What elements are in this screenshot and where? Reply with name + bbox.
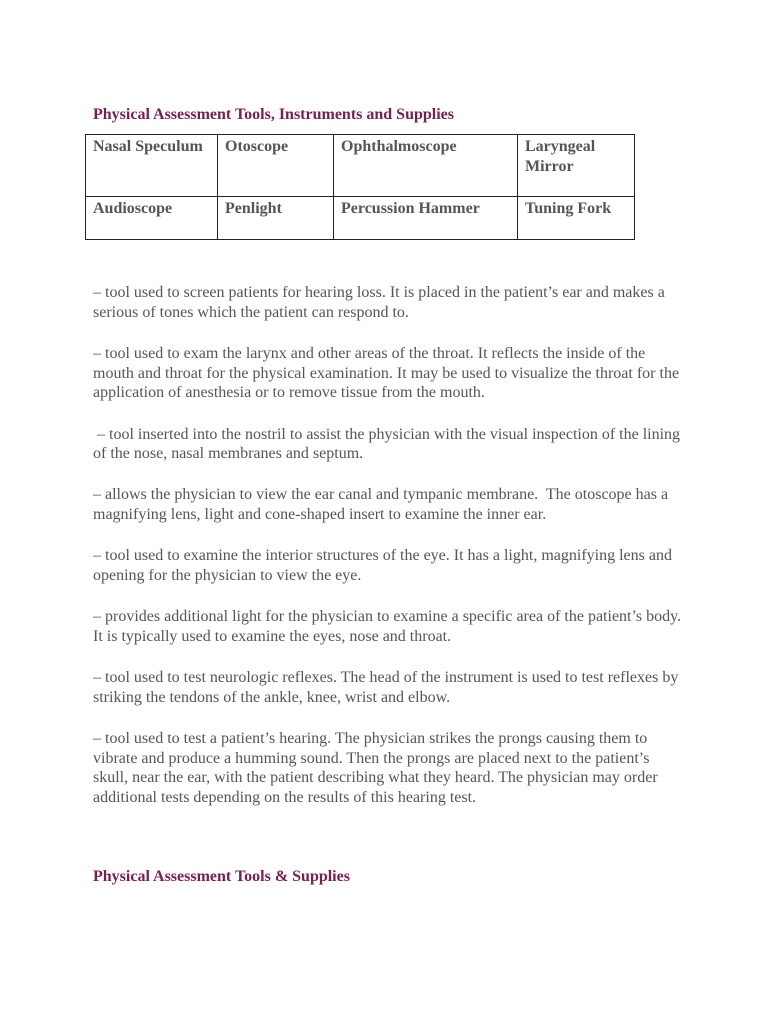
table-cell: Percussion Hammer: [334, 197, 518, 240]
definition-paragraph: – tool used to test a patient’s hearing. The physician strikes the prongs causing them to vibrate and produce a humming sound. Then the prongs are placed next to the patient’s skull, near the ear, with the patient describing what they heard. The physician may order additional tests depending on the results of this hearing test.: [93, 730, 662, 807]
definition-paragraph: – tool used to test neurologic reflexes. The head of the instrument is used to test reflexes by striking the tendons of the ankle, knee, wrist and elbow.: [93, 669, 683, 706]
definition-paragraph: – tool inserted into the nostril to assist the physician with the visual inspection of the lining of the nose, nasal membranes and septum.: [93, 425, 685, 463]
definition-paragraph: – allows the physician to view the ear canal and tympanic membrane. The otoscope has a magnifying lens, light and cone-shaped insert to examine the inner ear.: [93, 486, 673, 524]
table-cell: Nasal Speculum: [86, 135, 218, 197]
tools-table: [85, 134, 635, 240]
table-cell: Penlight: [218, 197, 334, 240]
definition-paragraph: – tool used to screen patients for hearing loss. It is placed in the patient’s ear and makes a serious of tones which the patient can respond to.: [93, 284, 669, 321]
section-heading-tools-supplies: Physical Assessment Tools & Supplies: [93, 868, 350, 885]
table-cell: Otoscope: [218, 135, 334, 197]
section-heading-tools-instruments: Physical Assessment Tools, Instruments and Supplies: [93, 106, 454, 123]
table-row: [86, 135, 635, 197]
definitions-list: [93, 283, 686, 829]
table-row: [86, 197, 635, 240]
definition-paragraph: – tool used to exam the larynx and other areas of the throat. It reflects the inside of the mouth and throat for the physical examination. It may be used to visualize the throat for the application of anesthesia or to remove tissue from the mouth.: [93, 344, 684, 402]
table-cell: Audioscope: [86, 197, 218, 240]
table-cell: Ophthalmoscope: [334, 135, 518, 197]
definition-paragraph: – tool used to examine the interior structures of the eye. It has a light, magnifying lens and opening for the physician to view the eye.: [93, 547, 676, 585]
table-cell: Tuning Fork: [518, 197, 635, 240]
definition-paragraph: – provides additional light for the physician to examine a specific area of the patient’s body. It is typically used to examine the eyes, nose and throat.: [93, 608, 686, 645]
table-cell: Laryngeal Mirror: [518, 135, 635, 197]
